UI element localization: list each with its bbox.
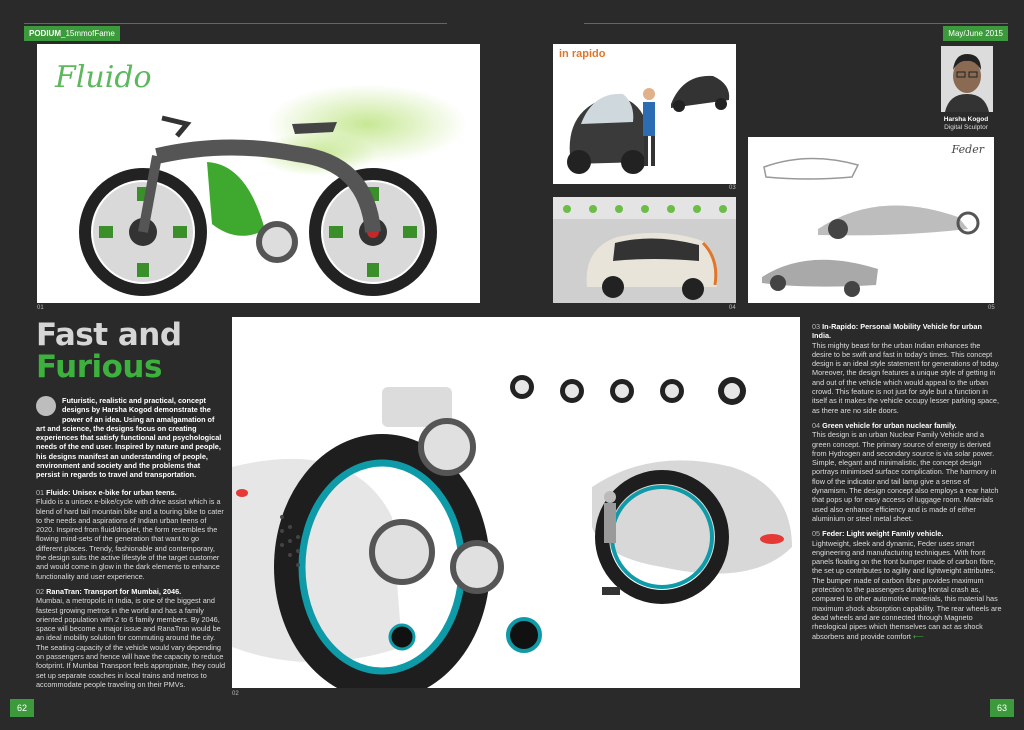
avatar [941, 46, 993, 112]
author-photo [941, 46, 993, 112]
intro-text [36, 396, 224, 480]
right-column [812, 322, 1002, 647]
bike-illustration [37, 44, 480, 303]
feder-illustration [748, 137, 994, 303]
photo-in-rapido [553, 44, 736, 184]
photo-feder [748, 137, 994, 303]
fluido-logo: Fluido [55, 60, 152, 95]
photo-fluido-bike [37, 44, 480, 303]
section-number: 05 [812, 529, 821, 539]
magazine-tag [24, 26, 120, 41]
photo-ranatran [232, 317, 800, 688]
author-role: Digital Sculptor [944, 124, 988, 131]
section-fluido [36, 488, 226, 581]
section-in-rapido [812, 322, 1002, 415]
section-body: This mighty beast for the urban Indian enhances the desire to be swift and fast in today's times. This concept design is an ideal style statement for generations of today. Moreover, the design features a unique style of getting in and out of the vehicle which would appeal to the urban crowd. This feature is not just for style but a function in itself as it makes the vehicle occupy lesser parking space, as there are no side doors. [812, 340, 1000, 415]
section-body: Mumbai, a metropolis in India, is one of the biggest and fastest growing metros in the world and has a family oriented population with 2 to 6 family members. By 2046, space will become a major issue and RanaTran would be an ideal mobility solution for commuting around the city. The seating capacity of the vehicle would vary depending on passengers and hence will have the capacity to reduce footprint. If Mumbai Transport feels appropriate, they could set up separate coaches in local trains and metros to accommodate people traveling on their PMVs. [36, 596, 226, 689]
section-title: RanaTran: Transport for Mumbai, 2046. [46, 586, 182, 596]
section-title: Feder: Light weight Family vehicle. [822, 529, 944, 539]
issue-date: May/June 2015 [943, 26, 1008, 41]
end-mark-icon: ⟵ [913, 631, 924, 641]
intro-paragraph: Futuristic, realistic and practical, concept designs by Harsha Kogod demonstrate the power of an idea. Using an amalgamation of art and science, the designs focus on creating experiences that satisfy functional and psychological needs of the end user. Inspired by nature and people, his designs manifest an understanding of people, environment and society and the problems that persist in regards to travel and transportation. [36, 396, 222, 480]
section-name: _15mmofFame [61, 29, 115, 38]
photo-number-05: 05 [988, 305, 995, 311]
photo-number-02: 02 [232, 691, 239, 697]
section-body: This design is an urban Nuclear Family Vehicle and a green concept. The primary source of energy is derived from Hydrogen and secondary source is via solar power. Simple, elegant and minimalistic, the concept design portrays minimised surface complication. The harmony in flow of the indicator and tail lamp give a sense of dynamism. The design concept also employs a rear hatch that pops up for easy access of luggage room. Materials used also enhance efficiency and is made of either aluminium or steel metal sheet. [812, 430, 999, 523]
section-title: In-Rapido: Personal Mobility Vehicle for urban India. [812, 322, 982, 341]
photo-green-vehicle [553, 197, 736, 303]
section-title: Fluido: Unisex e-bike for urban teens. [46, 488, 177, 497]
section-feder [812, 529, 1002, 641]
photo-number-01: 01 [37, 305, 44, 311]
photo-number-04: 04 [729, 305, 736, 311]
page-number-right: 63 [990, 699, 1014, 717]
green-vehicle-illustration [553, 197, 736, 303]
in-rapido-logo: in rapido [559, 48, 606, 60]
section-number: 04 [812, 420, 821, 430]
section-green-vehicle [812, 421, 1002, 523]
page-number-left: 62 [10, 699, 34, 717]
section-body: Fluido is a unisex e-bike/cycle with drive assist which is a blend of hard tail mountain bike and a touring bike to cater to the needs and aspirations of Indian urban teens of 2020. Inspired from fluid/droplet, the form resembles the flowing mind-sets of the generation that want to go different places. Trendy, fashionable and contemporary, the design suits the active lifestyle of the target customer and would come in glow in the dark elements to enhance functionality and user experience. [36, 497, 224, 581]
ranatran-illustration [232, 317, 800, 688]
feder-logo: Feder [951, 143, 984, 156]
section-body: Lightweight, sleek and dynamic, Feder uses smart engineering and manufacturing techniques. With front panels floating on the front bumper made of carbon fibre, the set up contributes to agility and lightweight attributes. The bumper made of carbon fibre provides maximum protection to the passengers during frontal crash as, compared to other automotive materials, this material has maximum shock absorption capability. The rear wheels are dead wheels and are connected through Magneto rheological pipes which themselves can act as shock absorbers and provide comfort [812, 538, 1002, 641]
section-number: 03 [812, 322, 821, 331]
brand-name: PODIUM [29, 29, 61, 38]
section-number: 01 [36, 488, 45, 497]
headline-line-1: Fast and [36, 317, 182, 353]
rapido-illustration [553, 44, 736, 184]
headline-line-2: Furious [36, 349, 162, 385]
section-title: Green vehicle for urban nuclear family. [822, 420, 957, 430]
section-ranatran [36, 587, 226, 689]
author-name: Harsha Kogod [943, 116, 989, 123]
left-column [36, 488, 226, 695]
section-number: 02 [36, 586, 45, 596]
photo-number-03: 03 [729, 185, 736, 191]
